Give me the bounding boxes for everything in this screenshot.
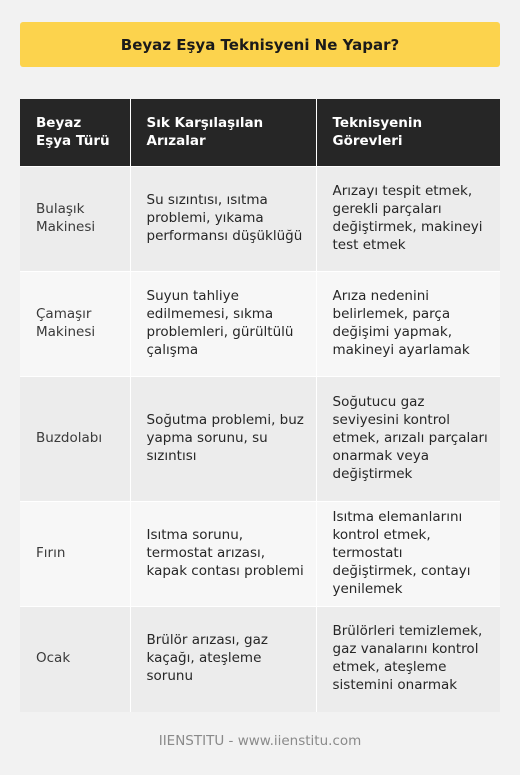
cell-type: Çamaşır Makinesi xyxy=(20,272,130,377)
table-header-row xyxy=(20,99,500,167)
header-faults: Sık Karşılaşılan Arızalar xyxy=(130,99,316,167)
page-title: Beyaz Eşya Teknisyeni Ne Yapar? xyxy=(20,22,500,67)
cell-faults: Soğutma problemi, buz yapma sorunu, su sızıntısı xyxy=(130,377,316,502)
table-row xyxy=(20,272,500,377)
table-row xyxy=(20,167,500,272)
cell-faults: Isıtma sorunu, termostat arızası, kapak contası problemi xyxy=(130,502,316,607)
cell-duties: Isıtma elemanlarını kontrol etmek, termostatı değiştirmek, contayı yenilemek xyxy=(316,502,500,607)
cell-faults: Brülör arızası, gaz kaçağı, ateşleme sorunu xyxy=(130,607,316,712)
table-row xyxy=(20,607,500,712)
cell-duties: Arıza nedenini belirlemek, parça değişimi yapmak, makineyi ayarlamak xyxy=(316,272,500,377)
cell-faults: Su sızıntısı, ısıtma problemi, yıkama performansı düşüklüğü xyxy=(130,167,316,272)
cell-duties: Arızayı tespit etmek, gerekli parçaları değiştirmek, makineyi test etmek xyxy=(316,167,500,272)
table-row xyxy=(20,502,500,607)
header-type: Beyaz Eşya Türü xyxy=(20,99,130,167)
table-row xyxy=(20,377,500,502)
footer-credit: IIENSTITU - www.iienstitu.com xyxy=(158,733,362,749)
cell-type: Ocak xyxy=(20,607,130,712)
cell-type: Bulaşık Makinesi xyxy=(20,167,130,272)
cell-duties: Soğutucu gaz seviyesini kontrol etmek, arızalı parçaları onarmak veya değiştirmek xyxy=(316,377,500,502)
cell-faults: Suyun tahliye edilmemesi, sıkma problemleri, gürültülü çalışma xyxy=(130,272,316,377)
info-table xyxy=(20,99,500,712)
header-duties: Teknisyenin Görevleri xyxy=(316,99,500,167)
cell-type: Buzdolabı xyxy=(20,377,130,502)
cell-type: Fırın xyxy=(20,502,130,607)
cell-duties: Brülörleri temizlemek, gaz vanalarını kontrol etmek, ateşleme sistemini onarmak xyxy=(316,607,500,712)
